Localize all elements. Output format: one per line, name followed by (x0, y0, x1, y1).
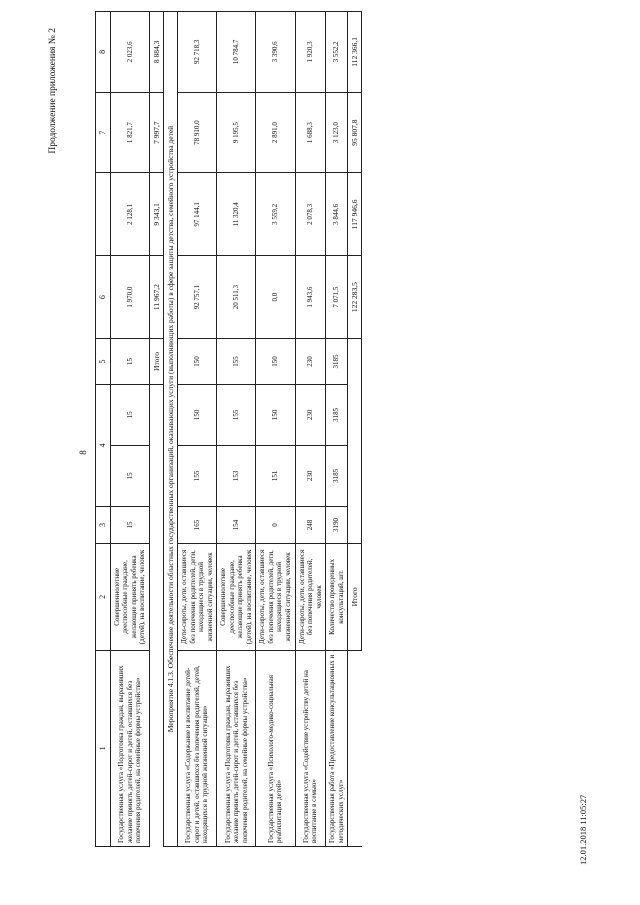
table-row (217, 12, 256, 847)
value-col8: 3 390,6 (256, 12, 295, 93)
table-row (256, 12, 295, 847)
value-col8: 10 784,7 (217, 12, 256, 93)
col-header-5: 5 (96, 339, 111, 385)
col-header-8: 8 (96, 12, 111, 93)
total-row (348, 12, 362, 847)
value-col6: 20 511,3 (217, 256, 256, 339)
blank-cell (348, 650, 362, 846)
col-header-4: 4 (96, 384, 111, 506)
total-col6: 122 283,5 (348, 256, 362, 339)
appendix-continuation-label: Продолжение приложения № 2 (48, 28, 58, 154)
value-col4b: 150 (256, 384, 295, 445)
value-col8: 2 023,6 (110, 12, 149, 93)
col-header-6: 6 (96, 256, 111, 339)
value-col7: 9 195,5 (217, 92, 256, 173)
value-col8: 1 920,3 (295, 12, 326, 93)
table-row (326, 12, 348, 847)
value-col4b: 230 (295, 384, 326, 445)
value-col4: 153 (217, 445, 256, 506)
value-col5: 15 (110, 339, 149, 385)
section-row (164, 12, 178, 847)
value-col4: 151 (256, 445, 295, 506)
value-col4: 230 (295, 445, 326, 506)
total-label: Итого (348, 543, 362, 650)
value-col4b: 15 (110, 384, 149, 445)
total-col8: 8 884,3 (149, 12, 163, 93)
col-header-2: 2 (96, 543, 111, 650)
value-col6: 7 071,5 (326, 256, 348, 339)
service-name: Государственная услуга «Подготовка граждан, выразивших желание принять детей-сирот и детей, оставшихся без попечения родителей, на семейные формы устройства» (217, 650, 256, 846)
value-col6: 92 757,1 (178, 256, 217, 339)
recipient-category: Дети-сироты, дети, оставшиеся без попечения родителей, дети, находящиеся в трудной жизненной ситуации, человек (256, 543, 295, 650)
value-col3: 154 (217, 506, 256, 543)
value-col6: 1 943,6 (295, 256, 326, 339)
value-col4: 15 (110, 445, 149, 506)
total-col8: 112 366,1 (348, 12, 362, 93)
total-col6b: 117 946,6 (348, 173, 362, 256)
blank-cell (348, 339, 362, 544)
total-label: Итого (149, 339, 163, 385)
column-number-row (96, 12, 111, 847)
page-number: 8 (78, 450, 88, 455)
blank-cell (149, 384, 163, 846)
total-col7: 95 807,8 (348, 92, 362, 173)
col-header-7: 7 (96, 92, 111, 173)
total-row (149, 12, 163, 847)
total-col6: 11 967,2 (149, 256, 163, 339)
value-col7: 1 821,7 (110, 92, 149, 173)
print-timestamp: 12.01.2018 11:05:27 (578, 794, 588, 865)
value-col7: 1 688,3 (295, 92, 326, 173)
value-col3: 248 (295, 506, 326, 543)
value-col7: 78 910,0 (178, 92, 217, 173)
budget-table (95, 11, 362, 847)
value-col3: 0 (256, 506, 295, 543)
col-header-6b (96, 173, 111, 256)
value-col7: 2 891,0 (256, 92, 295, 173)
value-col4: 155 (178, 445, 217, 506)
col-header-1: 1 (96, 650, 111, 846)
value-col4: 3185 (326, 445, 348, 506)
recipient-category: Совершеннолетние дееспособные граждане, желающие принять ребенка (детей), на воспитание, человек (217, 543, 256, 650)
value-col6b: 2 078,3 (295, 173, 326, 256)
recipient-category: Количество проведенных консультаций, шт. (326, 543, 348, 650)
value-col3: 165 (178, 506, 217, 543)
section-title: Мероприятие 4.1.3. Обеспечение деятельности областных государственных организаций, оказывающих услуги (выполняющих работы) в сфере защиты детства, семейного устройства детей (164, 12, 178, 847)
total-col7: 7 997,7 (149, 92, 163, 173)
value-col8: 3 552,2 (326, 12, 348, 93)
service-name: Государственная работа «Предоставление консультационных и методических услуг» (326, 650, 348, 846)
value-col6: 1 970,0 (110, 256, 149, 339)
value-col6b: 2 128,1 (110, 173, 149, 256)
value-col6b: 11 320,4 (217, 173, 256, 256)
value-col5: 150 (178, 339, 217, 385)
value-col5: 155 (217, 339, 256, 385)
value-col4b: 155 (217, 384, 256, 445)
table-row (178, 12, 217, 847)
table-row (295, 12, 326, 847)
value-col5: 3185 (326, 339, 348, 385)
service-name: Государственная услуга «Подготовка граждан, выразивших желание принять детей-сирот и детей, оставшихся без попечения родителей, на семейные формы устройства» (110, 650, 149, 846)
value-col3: 15 (110, 506, 149, 543)
value-col3: 3190 (326, 506, 348, 543)
total-col6b: 9 343,1 (149, 173, 163, 256)
recipient-category: Дети-сироты, дети, оставшиеся без попечения родителей, человек (295, 543, 326, 650)
col-header-3: 3 (96, 506, 111, 543)
value-col5: 150 (256, 339, 295, 385)
value-col6b: 3 844,6 (326, 173, 348, 256)
service-name: Государственная услуга «Психолого-медико-социальная реабилитация детей» (256, 650, 295, 846)
value-col4b: 150 (178, 384, 217, 445)
value-col4b: 3185 (326, 384, 348, 445)
recipient-category: Совершеннолетние дееспособные граждане, желающие принять ребенка (детей), на воспитание, человек (110, 543, 149, 650)
table-row (110, 12, 149, 847)
value-col5: 230 (295, 339, 326, 385)
value-col6b: 97 144,1 (178, 173, 217, 256)
recipient-category: Дети-сироты, дети, оставшиеся без попечения родителей, дети, находящиеся в трудной жизненной ситуации, человек (178, 543, 217, 650)
value-col6b: 3 559,2 (256, 173, 295, 256)
value-col6: 0,0 (256, 256, 295, 339)
service-name: Государственная услуга «Содействие устройству детей на воспитание в семью» (295, 650, 326, 846)
service-name: Государственная услуга «Содержание и воспитание детей-сирот и детей, оставшихся без попечения родителей, детей, находящихся в трудной жизненной ситуации» (178, 650, 217, 846)
value-col7: 3 123,0 (326, 92, 348, 173)
value-col8: 92 718,3 (178, 12, 217, 93)
